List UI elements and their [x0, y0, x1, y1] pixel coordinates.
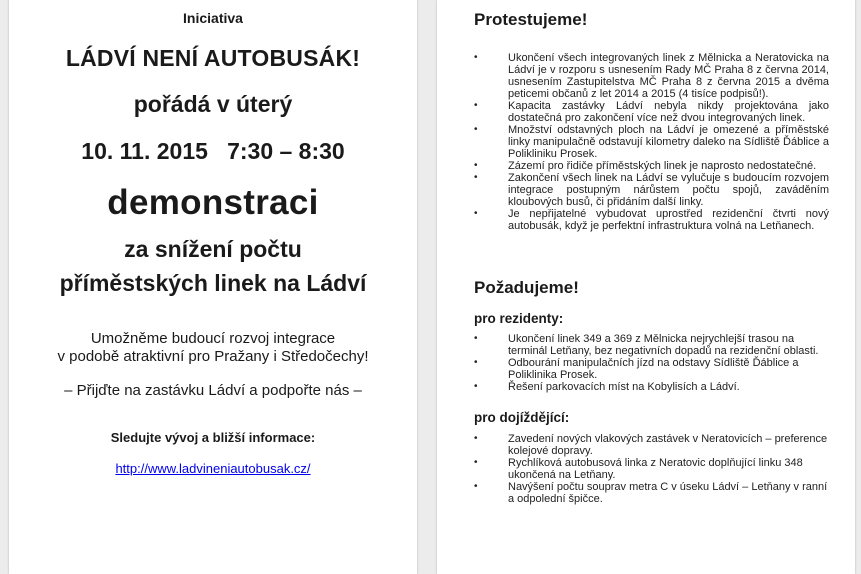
list-item-text: Navýšení počtu souprav metra C v úseku Ládví – Letňany v ranní a odpolední špičce. [508, 481, 828, 505]
list-item-text: Zavedení nových vlakových zastávek v Neratovicích – preference kolejové dopravy. [508, 433, 828, 457]
residents-list [474, 333, 829, 393]
bullet-icon: • [474, 124, 478, 135]
appeal-line-1: Umožněme budoucí rozvoj integrace [90, 330, 336, 347]
demonstration-word: demonstraci [107, 183, 319, 222]
bullet-icon: • [474, 481, 478, 492]
list-item [474, 433, 829, 457]
date-time-line: 10. 11. 2015 7:30 – 8:30 [81, 138, 345, 164]
list-item-text: Je nepřijatelné vybudovat uprostřed rezidenční čtvrti nový autobusák, když je perfektní infrastruktura volná na Letňanech. [508, 208, 829, 232]
website-link[interactable]: http://www.ladvineniautobusak.cz/ [115, 461, 311, 476]
appeal-line-2: v podobě atraktivní pro Pražany i Středočechy! [57, 348, 369, 365]
bullet-icon: • [474, 52, 478, 63]
list-item [474, 172, 829, 208]
list-item [474, 357, 829, 381]
list-item [474, 481, 829, 505]
bullet-icon: • [474, 433, 478, 444]
bullet-icon: • [474, 333, 478, 344]
headline: LÁDVÍ NENÍ AUTOBUSÁK! [65, 45, 361, 71]
bullet-icon: • [474, 208, 478, 219]
list-item [474, 208, 829, 232]
residents-heading: pro rezidenty: [474, 311, 564, 326]
bullet-icon: • [474, 172, 478, 183]
list-item-text: Ukončení linek 349 a 369 z Mělnicka nejrychlejší trasou na terminál Letňany, bez negativních dopadů na rezidenční oblasti. [508, 333, 819, 357]
list-item-text: Odbourání manipulačních jízd na odstavy Sídliště Ďáblice a Poliklinika Prosek. [508, 357, 799, 381]
bullet-icon: • [474, 357, 478, 368]
flyer-right-page [437, 0, 855, 574]
kicker-text: Iniciativa [183, 10, 243, 26]
list-item-text: Ukončení všech integrovaných linek z Mělnicka a Neratovicka na Ládví je v rozporu s usnesením Rady MČ Praha 8 z června 2014, usnesením Zastupitelstva MČ Praha 8 z června 2015 a dvěma peticemi občanů z let 2014 a 2015 (4 tisíce podpisů!). [508, 52, 829, 100]
demand-line-1: za snížení počtu [124, 236, 302, 262]
list-item [474, 52, 829, 100]
commuters-heading: pro dojíždějící: [474, 410, 570, 425]
demand-heading: Požadujeme! [474, 278, 579, 297]
list-item [474, 100, 829, 124]
bullet-icon: • [474, 381, 478, 392]
bullet-icon: • [474, 160, 478, 171]
list-item [474, 124, 829, 160]
list-item-text: Zázemí pro řidiče příměstských linek je naprosto nedostatečné. [508, 160, 817, 172]
invite-line: – Přijďte na zastávku Ládví a podpořte nás – [64, 382, 362, 399]
flyer-left-page [9, 0, 417, 574]
follow-label: Sledujte vývoj a bližší informace: [110, 430, 316, 445]
protest-list [474, 52, 829, 232]
commuters-list [474, 433, 829, 505]
bullet-icon: • [474, 100, 478, 111]
list-item [474, 381, 829, 393]
list-item [474, 457, 829, 481]
protest-heading: Protestujeme! [474, 10, 588, 29]
list-item-text: Rychlíková autobusová linka z Neratovic doplňující linku 348 ukončená na Letňany. [508, 457, 803, 481]
bullet-icon: • [474, 457, 478, 468]
demand-line-2: příměstských linek na Ládví [59, 270, 367, 296]
when-line: pořádá v úterý [133, 91, 293, 117]
list-item-text: Řešení parkovacích míst na Kobylisích a Ládví. [508, 381, 740, 393]
list-item-text: Zakončení všech linek na Ládví se vylučuje s budoucím rozvojem integrace postupným nárůstem počtu spojů, zaváděním kloubových busů, či přidáním další linky. [508, 172, 829, 208]
list-item [474, 160, 829, 172]
list-item-text: Množství odstavných ploch na Ládví je omezené a příměstské linky manipulačně odstavují kilometry daleko na Sídliště Ďáblice a Polikliniku Prosek. [508, 124, 829, 160]
list-item [474, 333, 829, 357]
list-item-text: Kapacita zastávky Ládví nebyla nikdy projektována jako dostatečná pro zakončení více než dvou integrovaných linek. [508, 100, 829, 124]
